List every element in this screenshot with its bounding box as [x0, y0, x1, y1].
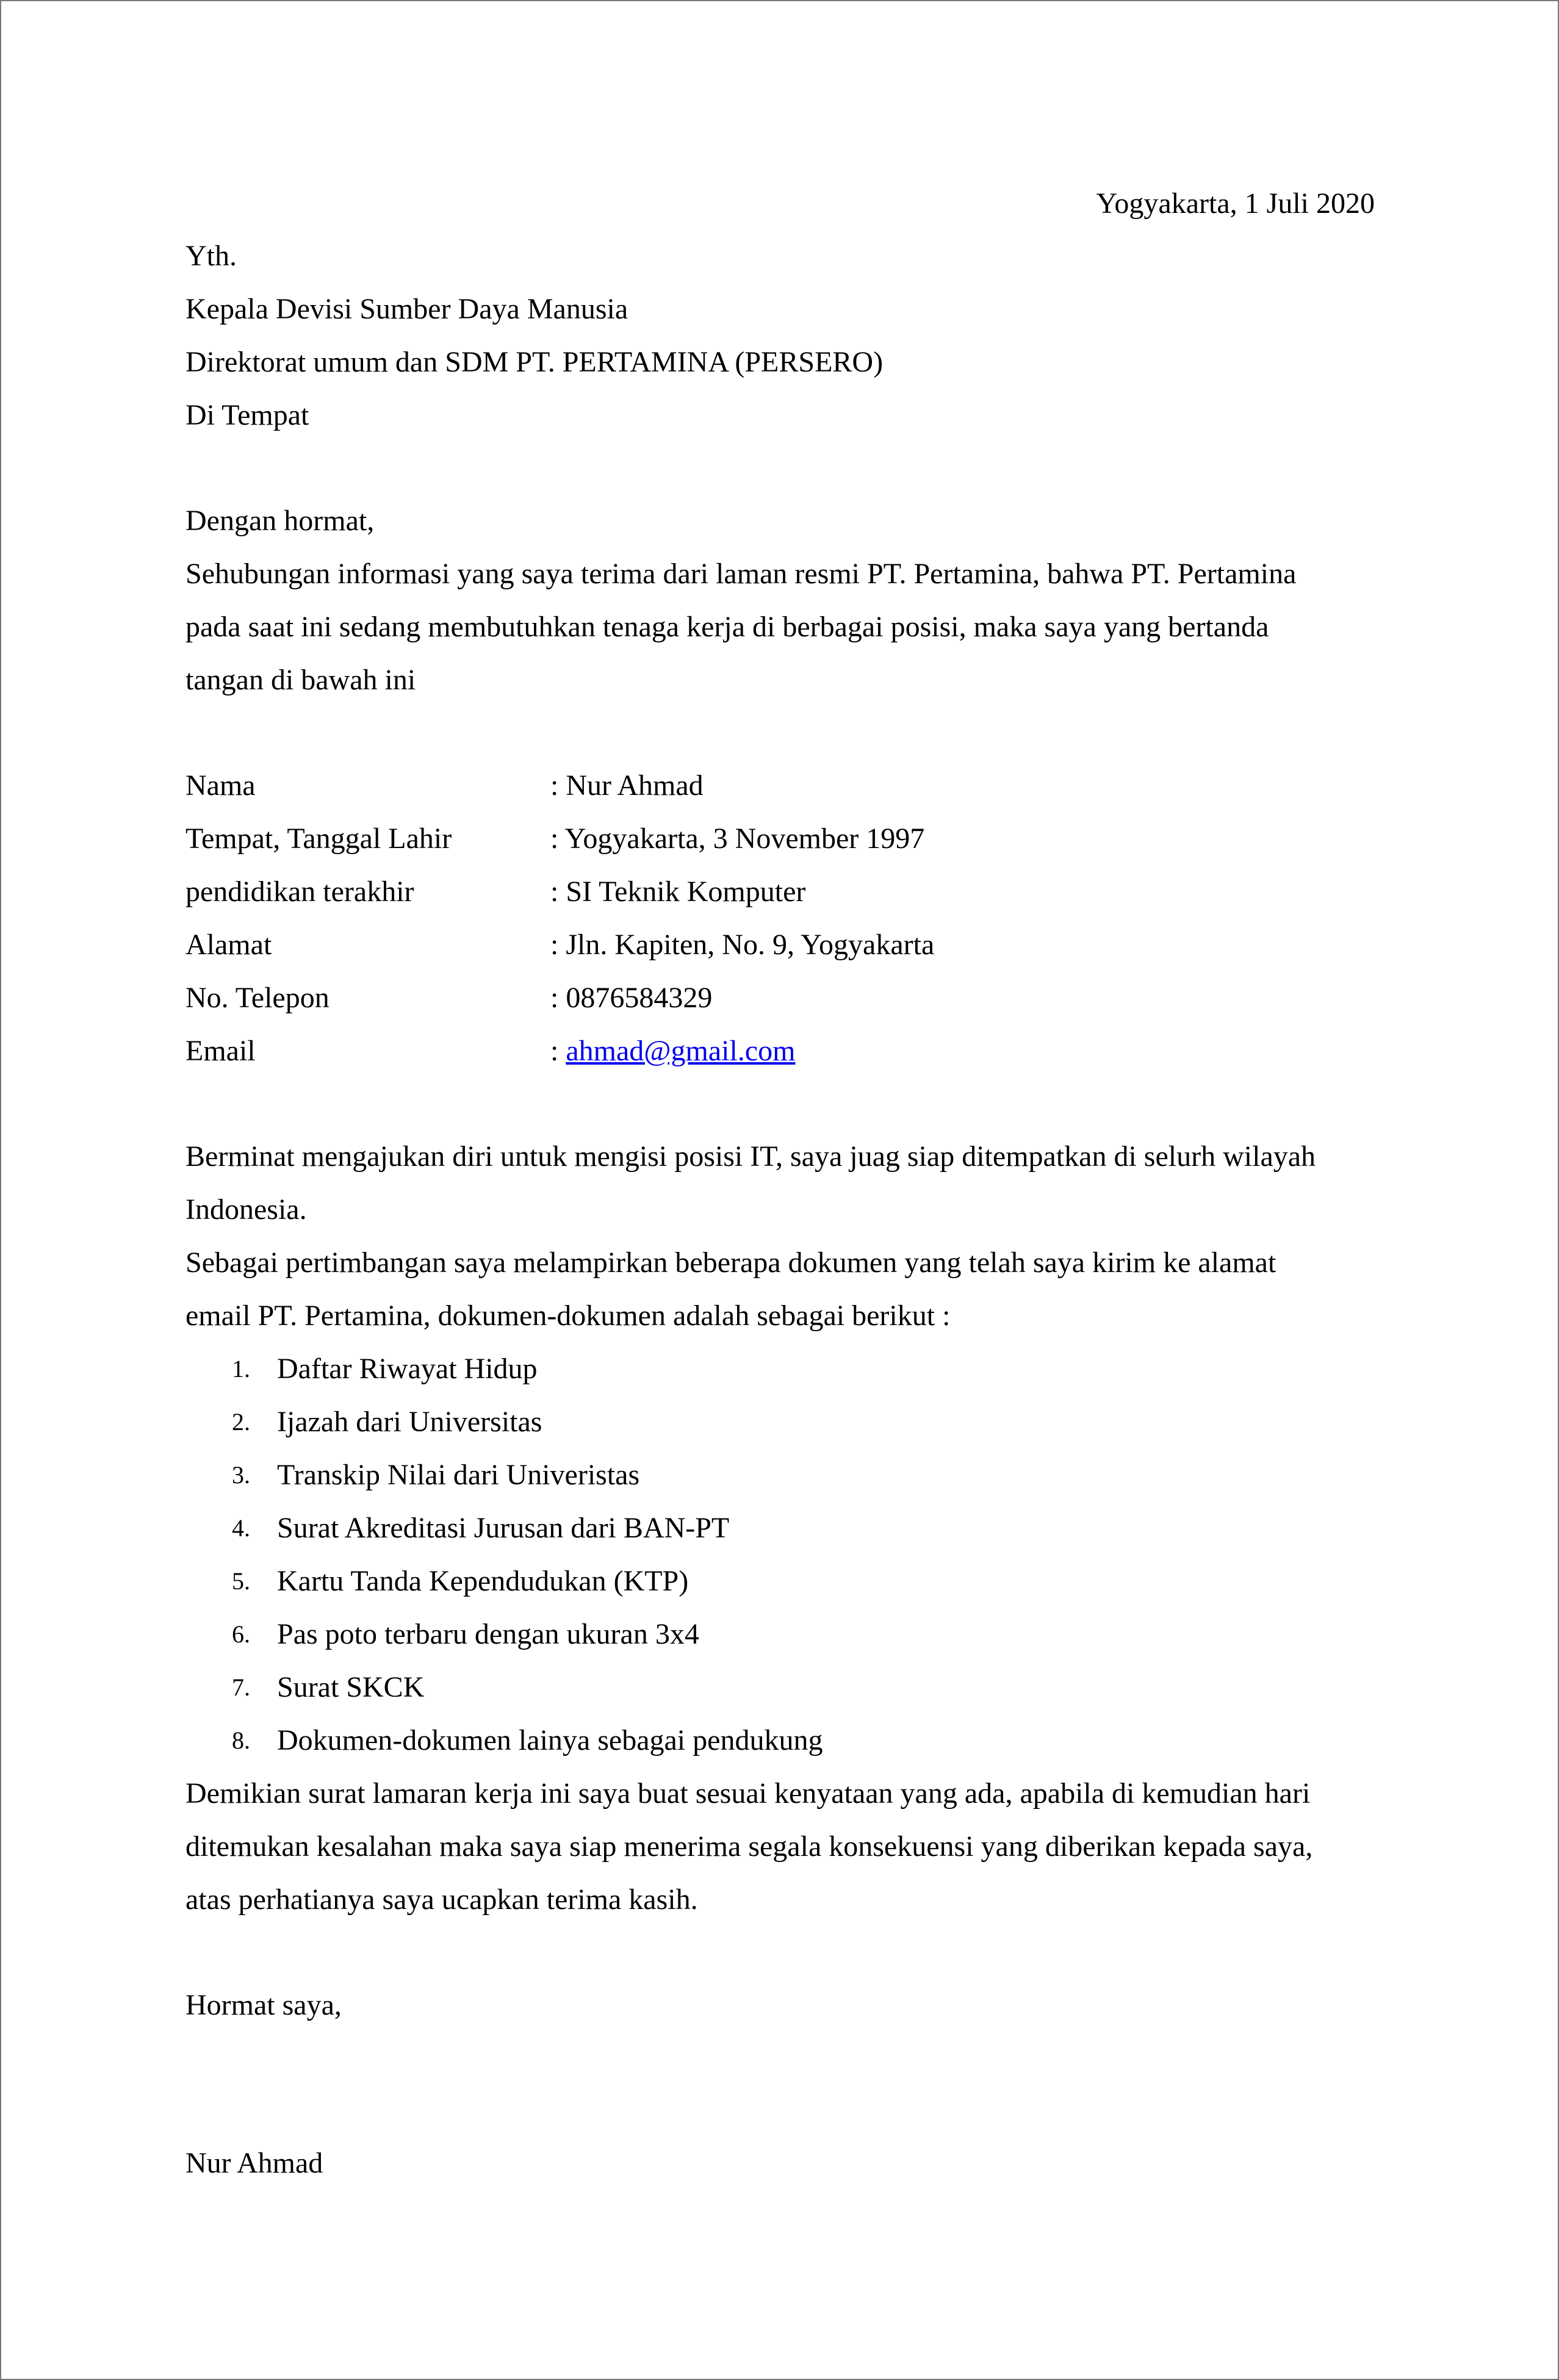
signature-name: Nur Ahmad — [185, 2147, 323, 2179]
list-item: Kartu Tanda Kependudukan (KTP) — [277, 1565, 689, 1597]
opening-paragraph-line: pada saat ini sedang membutuhkan tenaga kerja di berbagai posisi, maka saya yang bertanda — [185, 611, 1269, 643]
list-number: 7. — [232, 1674, 250, 1701]
field-label-name: Nama — [185, 769, 256, 802]
field-value-email — [550, 1033, 795, 1070]
opening-paragraph-line: tangan di bawah ini — [185, 664, 416, 696]
field-label-education: pendidikan terakhir — [185, 875, 414, 908]
list-item: Dokumen-dokumen lainya sebagai pendukung — [277, 1724, 823, 1756]
field-value-address: : Jln. Kapiten, No. 9, Yogyakarta — [550, 929, 935, 961]
letter-date: Yogyakarta, 1 Juli 2020 — [1096, 187, 1375, 220]
field-value-name: : Nur Ahmad — [550, 769, 704, 802]
field-label-address: Alamat — [185, 929, 272, 961]
list-item: Surat SKCK — [277, 1671, 425, 1703]
field-value-phone: : 0876584329 — [550, 982, 713, 1014]
list-number: 8. — [232, 1727, 250, 1754]
list-item: Pas poto terbaru dengan ukuran 3x4 — [277, 1618, 699, 1650]
attachment-paragraph-line: email PT. Pertamina, dokumen-dokumen adalah sebagai berikut : — [185, 1300, 951, 1332]
closing-paragraph-line: Demikian surat lamaran kerja ini saya buat sesuai kenyataan yang ada, apabila di kemudian hari — [185, 1777, 1311, 1810]
list-number: 2. — [232, 1408, 250, 1436]
field-value-education: : SI Teknik Komputer — [550, 875, 806, 908]
closing-paragraph-line: atas perhatianya saya ucapkan terima kasih. — [185, 1883, 698, 1916]
list-number: 5. — [232, 1567, 250, 1595]
field-label-birth: Tempat, Tanggal Lahir — [185, 822, 452, 855]
field-value-birth: : Yogyakarta, 3 November 1997 — [550, 822, 925, 855]
greeting: Dengan hormat, — [185, 505, 375, 537]
recipient-position: Kepala Devisi Sumber Daya Manusia — [185, 293, 628, 325]
regards: Hormat saya, — [185, 1989, 342, 2021]
recipient-company: Direktorat umum dan SDM PT. PERTAMINA (PERSERO) — [185, 346, 884, 378]
email-link[interactable]: ahmad@gmail.com — [566, 1035, 796, 1067]
list-number: 4. — [232, 1514, 250, 1542]
email-prefix: : — [550, 1035, 566, 1067]
attachment-paragraph-line: Sebagai pertimbangan saya melampirkan beberapa dokumen yang telah saya kirim ke alamat — [185, 1246, 1276, 1279]
interest-paragraph-line: Indonesia. — [185, 1193, 307, 1226]
interest-paragraph-line: Berminat mengajukan diri untuk mengisi posisi IT, saya juag siap ditempatkan di selurh wilayah — [185, 1140, 1316, 1173]
recipient-salutation: Yth. — [185, 240, 237, 272]
list-item: Ijazah dari Universitas — [277, 1406, 542, 1438]
list-number: 6. — [232, 1620, 250, 1648]
list-number: 1. — [232, 1355, 250, 1382]
list-item: Surat Akreditasi Jurusan dari BAN-PT — [277, 1512, 730, 1544]
list-number: 3. — [232, 1461, 250, 1489]
list-item: Daftar Riwayat Hidup — [277, 1353, 538, 1385]
field-label-email: Email — [185, 1035, 256, 1067]
closing-paragraph-line: ditemukan kesalahan maka saya siap menerima segala konsekuensi yang diberikan kepada saya, — [185, 1830, 1313, 1863]
opening-paragraph-line: Sehubungan informasi yang saya terima dari laman resmi PT. Pertamina, bahwa PT. Pertamina — [185, 558, 1297, 590]
field-label-phone: No. Telepon — [185, 982, 329, 1014]
recipient-location: Di Tempat — [185, 399, 309, 431]
list-item: Transkip Nilai dari Univeristas — [277, 1459, 640, 1491]
